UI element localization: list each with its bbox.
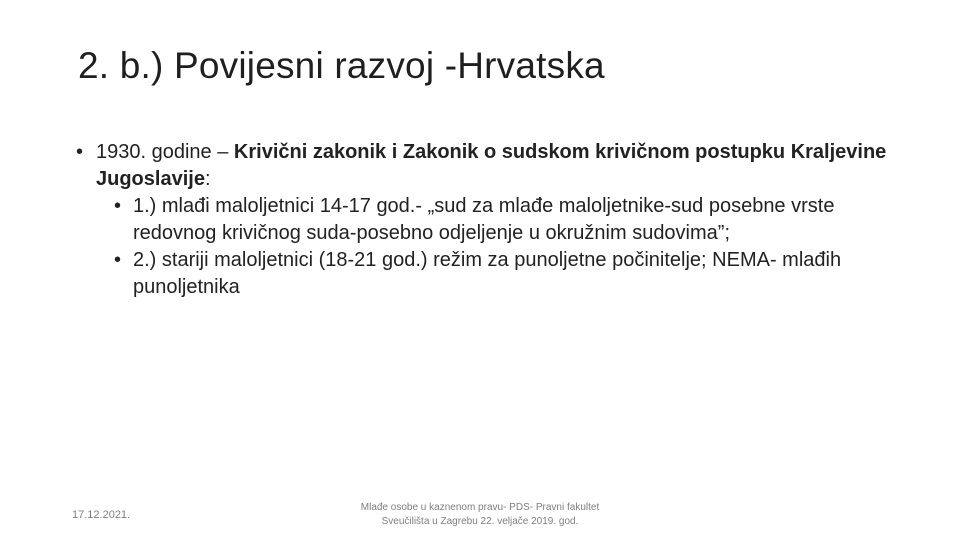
sub-bullet-text: 2.) stariji maloljetnici (18-21 god.) režim za punoljetne počinitelje; NEMA- mlađih punoljetnika [133,249,842,298]
sub-bullet-marker: • [114,195,122,217]
footer-line: Sveučilišta u Zagrebu 22. veljače 2019. god. [381,516,579,527]
footer-date: 17.12.2021. [72,509,131,521]
bullet-text: 1930. godine – [96,141,234,163]
sub-bullet-item [74,193,904,247]
sub-bullet-text: 1.) mlađi maloljetnici 14-17 god.- „sud za mlađe maloljetnike-sud posebne vrste redovnog krivičnog suda-posebno odjeljenje u okružnim sudovima”; [133,195,835,244]
slide-title: 2. b.) Povijesni razvoj -Hrvatska [78,45,605,86]
sub-bullet-marker: • [114,249,122,271]
bullet-marker: • [76,141,84,163]
footer-text [330,501,630,529]
slide-content [74,139,904,301]
footer-line: Mlađe osobe u kaznenom pravu- PDS- Pravni fakultet [360,502,600,513]
bullet-text-suffix: : [204,168,211,190]
sub-bullet-item [74,247,904,301]
bullet-item [74,139,904,193]
bullet-bold-text: Krivični zakonik i Zakonik o sudskom krivičnom postupku Kraljevine Jugoslavije [96,141,887,190]
